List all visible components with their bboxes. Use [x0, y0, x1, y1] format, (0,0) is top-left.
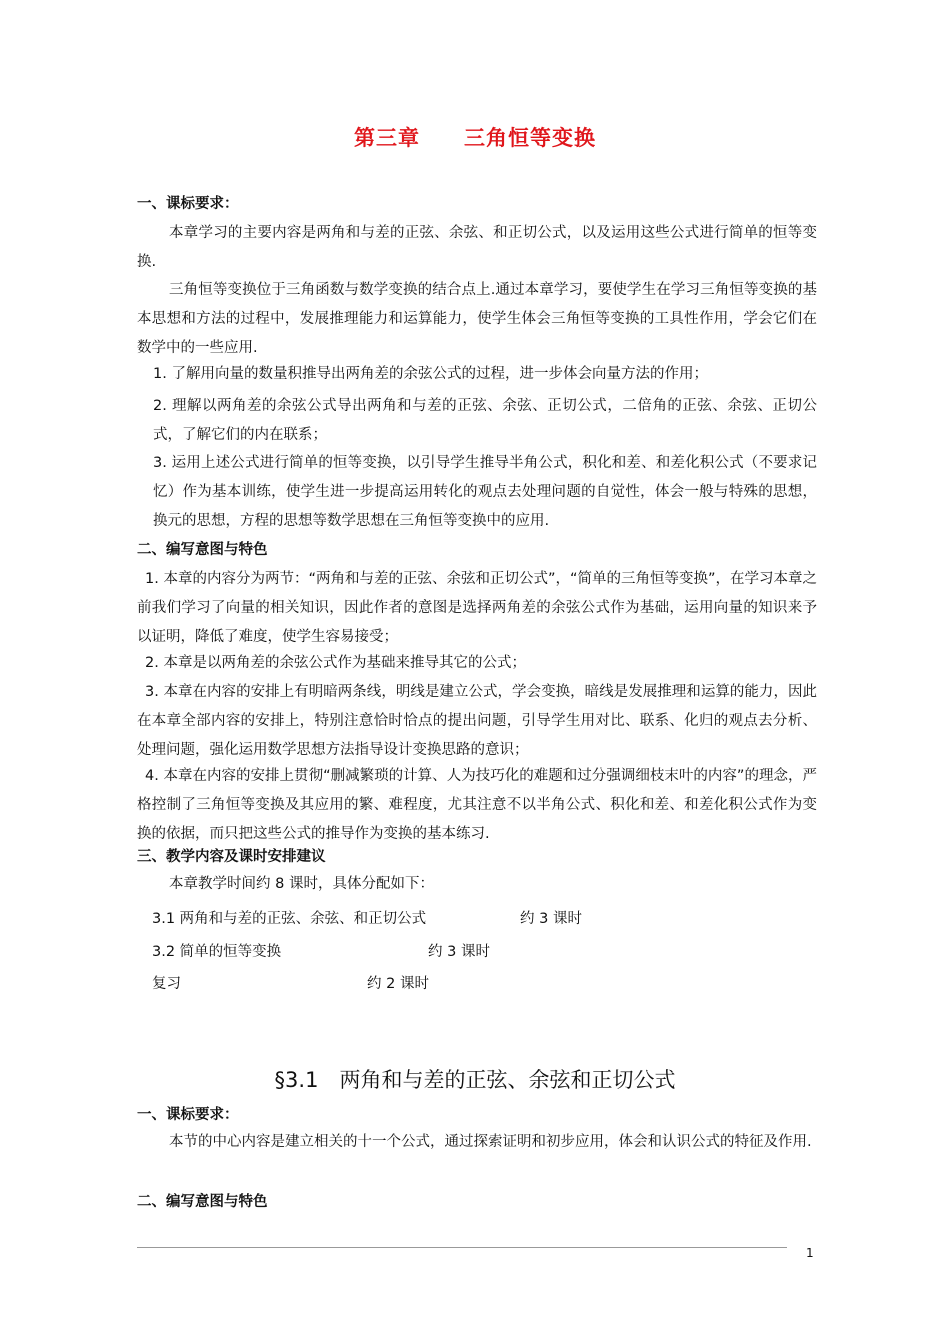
design-item-1: 1. 本章的内容分为两节：“两角和与差的正弦、余弦和正切公式”，“简单的三角恒等变换”，在学习本章之前我们学习了向量的相关知识，因此作者的意图是选择两角差的余弦公式作为基础，运用向量的知识来予以证明，降低了难度，使学生容易接受； [137, 571, 817, 645]
design-item-2: 2. 本章是以两角差的余弦公式作为基础来推导其它的公式； [145, 655, 526, 671]
schedule-row-3-hours: 约 2 课时 [367, 976, 429, 992]
schedule-row-2-name: 3.2 简单的恒等变换 [152, 944, 282, 960]
schedule-row-2-hours: 约 3 课时 [428, 944, 490, 960]
requirement-item-1: 1. 了解用向量的数量积推导出两角差的余弦公式的过程，进一步体会向量方法的作用； [153, 366, 708, 382]
heading-design-intent: 二、编写意图与特色 [137, 542, 268, 558]
paragraph-schedule: 本章教学时间约 8 课时，具体分配如下： [169, 876, 434, 892]
schedule-row-1-hours: 约 3 课时 [520, 911, 582, 927]
requirement-item-2: 2. 理解以两角差的余弦公式导出两角和与差的正弦、余弦、正切公式，二倍角的正弦、余弦、正切公式，了解它们的内在联系； [153, 398, 817, 443]
heading-curriculum-requirements: 一、课标要求： [137, 196, 239, 212]
requirement-item-3: 3. 运用上述公式进行简单的恒等变换，以引导学生推导半角公式，积化和差、和差化积公式（不要求记忆）作为基本训练，使学生进一步提高运用转化的观点去处理问题的自觉性，体会一般与特殊的思想，换元的思想，方程的思想等数学思想在三角恒等变换中的应用. [153, 455, 817, 529]
paragraph-intro: 本章学习的主要内容是两角和与差的正弦、余弦、和正切公式，以及运用这些公式进行简单的恒等变换. [137, 225, 817, 270]
design-item-3: 3. 本章在内容的安排上有明暗两条线，明线是建立公式，学会变换，暗线是发展推理和运算的能力，因此在本章全部内容的安排上，特别注意恰时恰点的提出问题，引导学生用对比、联系、化归的观点去分析、处理问题，强化运用数学思想方法指导设计变换思路的意识； [137, 684, 817, 758]
paragraph-overview: 三角恒等变换位于三角函数与数学变换的结合点上.通过本章学习，要使学生在学习三角恒等变换的基本思想和方法的过程中，发展推理能力和运算能力，使学生体会三角恒等变换的工具性作用，学会它们在数学中的一些应用. [137, 282, 817, 356]
section-title: §3.1 两角和与差的正弦、余弦和正切公式 [274, 1068, 676, 1092]
heading-teaching-schedule: 三、教学内容及课时安排建议 [137, 849, 326, 865]
schedule-row-3-name: 复习 [152, 976, 181, 992]
footer-divider [137, 1247, 787, 1248]
design-item-4: 4. 本章在内容的安排上贯彻“删减繁琐的计算、人为技巧化的难题和过分强调细枝末叶的内容”的理念，严格控制了三角恒等变换及其应用的繁、难程度，尤其注意不以半角公式、积化和差、和差化积公式作为变换的依据，而只把这些公式的推导作为变换的基本练习. [137, 768, 817, 842]
schedule-row-1-name: 3.1 两角和与差的正弦、余弦、和正切公式 [152, 911, 427, 927]
chapter-title: 第三章 三角恒等变换 [354, 126, 596, 150]
page-number: 1 [806, 1246, 814, 1260]
heading-section-requirements: 一、课标要求： [137, 1107, 239, 1123]
paragraph-section-intro: 本节的中心内容是建立相关的十一个公式，通过探索证明和初步应用，体会和认识公式的特征及作用. [169, 1134, 812, 1150]
heading-section-design-intent: 二、编写意图与特色 [137, 1194, 268, 1210]
